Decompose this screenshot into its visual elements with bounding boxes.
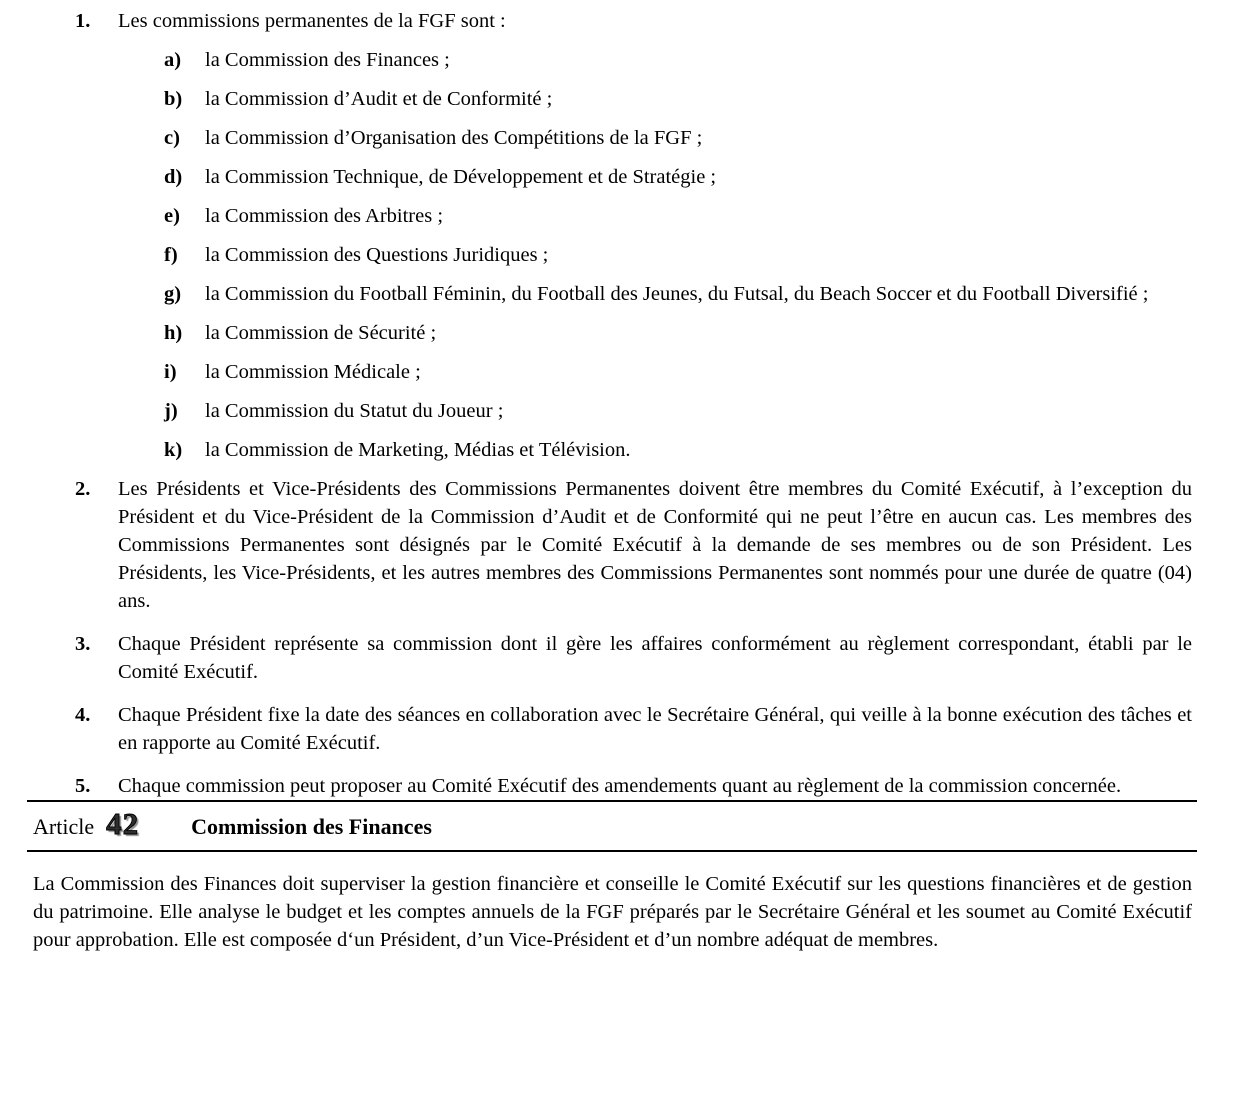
- item-number: 4.: [75, 704, 91, 726]
- item-text: la Commission du Statut du Joueur ;: [205, 400, 504, 422]
- item-text: Chaque commission peut proposer au Comité Exécutif des amendements quant au règlement de la commission concernée.: [118, 775, 1122, 797]
- article-number: 42: [106, 806, 140, 841]
- item-text: la Commission de Sécurité ;: [205, 322, 437, 344]
- list-item-5: [0, 772, 1234, 800]
- item-number: 3.: [75, 633, 91, 655]
- item-text: Les Présidents et Vice-Présidents des Commissions Permanentes doivent être membres du Comité Exécutif, à l’exception du Président et du Vice-Président de la Commission d’Audit et de Conformité qui ne peut l’être en aucun cas. Les membres des Commissions Permanentes sont désignés par le Comité Exécutif à la demande de ses membres ou de son Président. Les Présidents, les Vice-Présidents, et les autres membres des Commissions Permanentes sont nommés pour une durée de quatre (04) ans.: [118, 478, 1192, 612]
- item-letter: c): [164, 127, 180, 149]
- list-item-2: [0, 475, 1234, 615]
- item-text: Chaque Président fixe la date des séances en collaboration avec le Secrétaire Général, qui veille à la bonne exécution des tâches et en rapporte au Comité Exécutif.: [118, 704, 1192, 754]
- item-number: 5.: [75, 775, 91, 797]
- article-heading: [27, 800, 1197, 852]
- item-text: la Commission d’Audit et de Conformité ;: [205, 88, 553, 110]
- item-letter: h): [164, 322, 183, 344]
- article-title: Commission des Finances: [191, 814, 432, 839]
- sub-item-j: [0, 397, 1234, 425]
- item-letter: b): [164, 88, 183, 110]
- item-letter: g): [164, 283, 182, 305]
- list-item-4: [0, 701, 1234, 757]
- item-text: la Commission d’Organisation des Compétitions de la FGF ;: [205, 127, 703, 149]
- item-letter: a): [164, 49, 182, 71]
- list-item-1: [0, 7, 1234, 35]
- item-text: Les commissions permanentes de la FGF sont :: [118, 10, 506, 32]
- sub-item-k: [0, 436, 1234, 464]
- sub-item-c: [0, 124, 1234, 152]
- sub-item-b: [0, 85, 1234, 113]
- item-letter: k): [164, 439, 183, 461]
- item-text: la Commission des Finances ;: [205, 49, 450, 71]
- sub-item-h: [0, 319, 1234, 347]
- item-number: 1.: [75, 10, 91, 32]
- item-text: la Commission de Marketing, Médias et Télévision.: [205, 439, 631, 461]
- sub-item-i: [0, 358, 1234, 386]
- item-letter: e): [164, 205, 180, 227]
- sub-item-f: [0, 241, 1234, 269]
- item-letter: d): [164, 166, 183, 188]
- body-paragraph: La Commission des Finances doit superviser la gestion financière et conseille le Comité Exécutif sur les questions financières et de gestion du patrimoine. Elle analyse le budget et les comptes annuels de la FGF préparés par le Secrétaire Général et les soumet au Comité Exécutif pour approbation. Elle est composée d‘un Président, d’un Vice-Président et d’un nombre adéquat de membres.: [33, 873, 1192, 951]
- item-text: la Commission des Questions Juridiques ;: [205, 244, 549, 266]
- list-item-3: [0, 630, 1234, 686]
- item-letter: j): [164, 400, 178, 422]
- item-number: 2.: [75, 478, 91, 500]
- article-label: Article: [33, 814, 95, 839]
- sub-item-d: [0, 163, 1234, 191]
- sub-item-e: [0, 202, 1234, 230]
- item-letter: f): [164, 244, 178, 266]
- item-text: la Commission du Football Féminin, du Football des Jeunes, du Futsal, du Beach Soccer et du Football Diversifié ;: [205, 283, 1149, 305]
- item-text: la Commission Technique, de Développement et de Stratégie ;: [205, 166, 717, 188]
- item-text: la Commission des Arbitres ;: [205, 205, 444, 227]
- item-text: la Commission Médicale ;: [205, 361, 421, 383]
- sub-item-g: [0, 280, 1234, 308]
- item-letter: i): [164, 361, 177, 383]
- item-text: Chaque Président représente sa commission dont il gère les affaires conformément au règlement correspondant, établi par le Comité Exécutif.: [118, 633, 1192, 683]
- sub-item-a: [0, 46, 1234, 74]
